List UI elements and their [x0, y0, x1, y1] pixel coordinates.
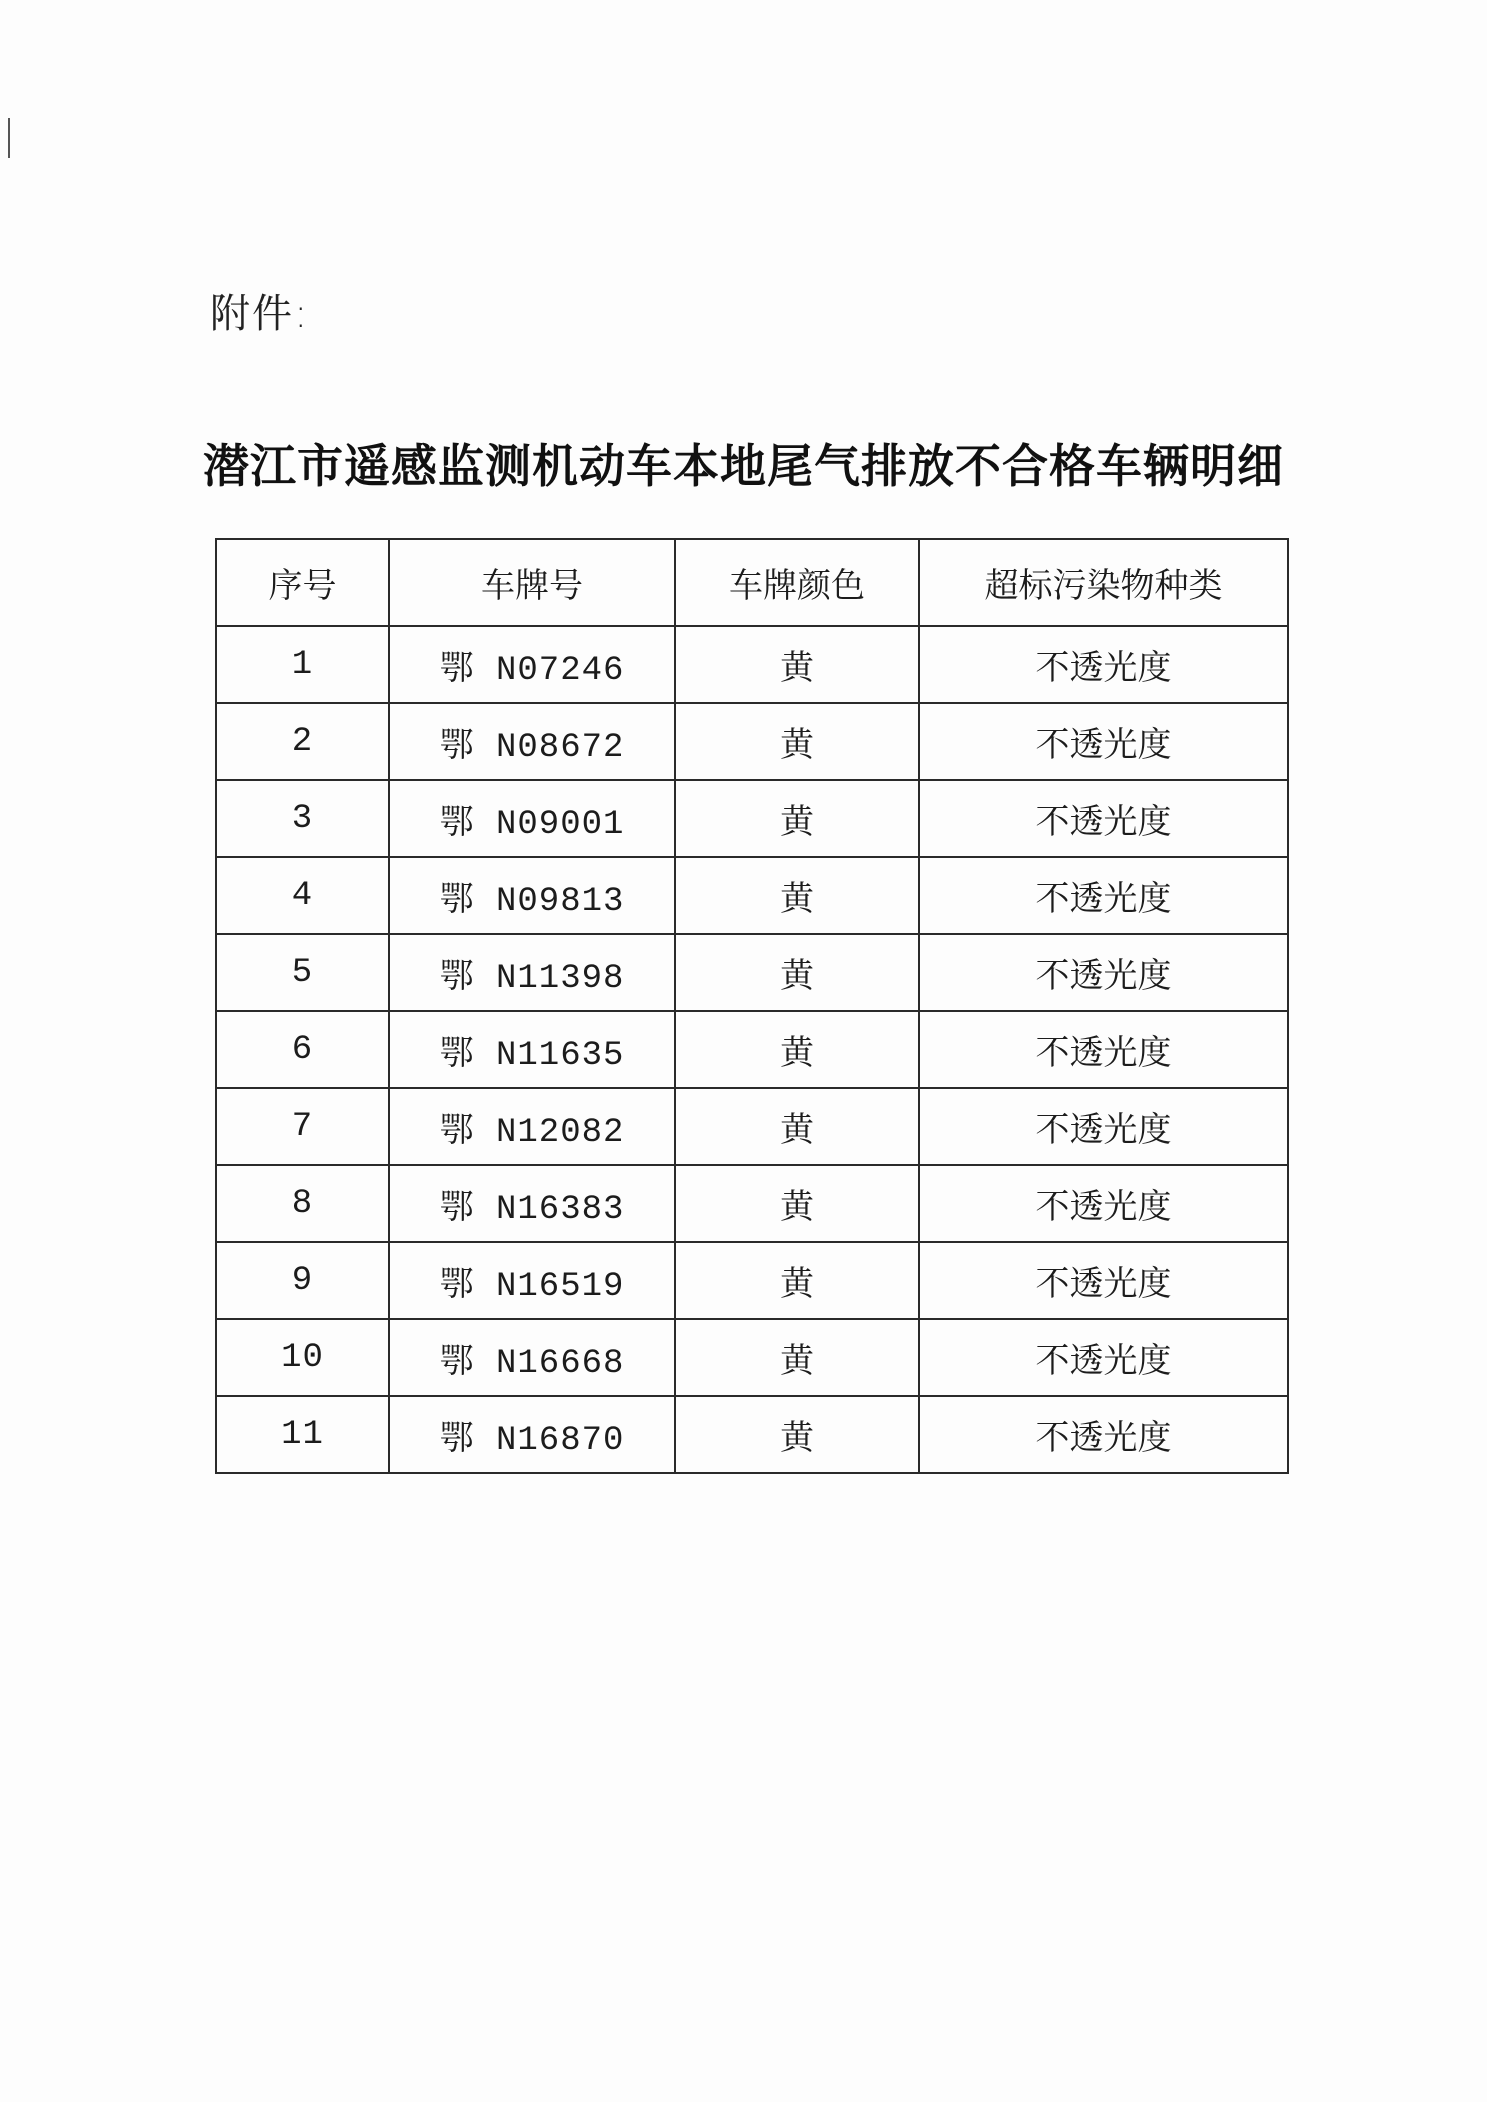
cell-seq: 3: [216, 780, 389, 857]
cell-plate-color: 黄: [675, 857, 919, 934]
cell-plate-color: 黄: [675, 1165, 919, 1242]
cell-seq: 8: [216, 1165, 389, 1242]
cell-seq: 6: [216, 1011, 389, 1088]
cell-plate-number: 鄂 N09813: [389, 857, 675, 934]
cell-plate-color: 黄: [675, 703, 919, 780]
header-plate-number: 车牌号: [389, 539, 675, 626]
cell-plate-color: 黄: [675, 1011, 919, 1088]
cell-plate-number: 鄂 N08672: [389, 703, 675, 780]
cell-plate-color: 黄: [675, 780, 919, 857]
table-row: [216, 1011, 1288, 1088]
cell-pollutant-type: 不透光度: [919, 1242, 1288, 1319]
document-title: 潜江市遥感监测机动车本地尾气排放不合格车辆明细: [203, 439, 1284, 493]
cell-seq: 1: [216, 626, 389, 703]
cell-plate-number: 鄂 N16383: [389, 1165, 675, 1242]
cell-seq: 9: [216, 1242, 389, 1319]
cell-plate-number: 鄂 N11635: [389, 1011, 675, 1088]
cell-pollutant-type: 不透光度: [919, 626, 1288, 703]
table-row: [216, 626, 1288, 703]
table-row: [216, 703, 1288, 780]
cell-plate-color: 黄: [675, 1088, 919, 1165]
cell-plate-number: 鄂 N12082: [389, 1088, 675, 1165]
cell-plate-color: 黄: [675, 1242, 919, 1319]
cell-plate-number: 鄂 N16668: [389, 1319, 675, 1396]
cell-pollutant-type: 不透光度: [919, 780, 1288, 857]
cell-pollutant-type: 不透光度: [919, 1396, 1288, 1473]
cell-pollutant-type: 不透光度: [919, 1011, 1288, 1088]
cell-pollutant-type: 不透光度: [919, 703, 1288, 780]
cell-plate-number: 鄂 N07246: [389, 626, 675, 703]
table-row: [216, 1242, 1288, 1319]
cell-pollutant-type: 不透光度: [919, 857, 1288, 934]
cell-seq: 7: [216, 1088, 389, 1165]
table-header-row: [216, 539, 1288, 626]
cell-plate-number: 鄂 N16870: [389, 1396, 675, 1473]
cell-seq: 4: [216, 857, 389, 934]
vehicle-table: [215, 538, 1289, 1474]
cell-pollutant-type: 不透光度: [919, 1319, 1288, 1396]
cell-plate-number: 鄂 N09001: [389, 780, 675, 857]
cell-plate-color: 黄: [675, 1396, 919, 1473]
table-row: [216, 1319, 1288, 1396]
cell-pollutant-type: 不透光度: [919, 1088, 1288, 1165]
header-seq: 序号: [216, 539, 389, 626]
cell-seq: 11: [216, 1396, 389, 1473]
cell-pollutant-type: 不透光度: [919, 1165, 1288, 1242]
header-pollutant-type: 超标污染物种类: [919, 539, 1288, 626]
cell-plate-color: 黄: [675, 626, 919, 703]
attachment-label: 附件:: [210, 291, 310, 337]
table-row: [216, 1396, 1288, 1473]
table-row: [216, 1088, 1288, 1165]
table-row: [216, 1165, 1288, 1242]
cell-seq: 2: [216, 703, 389, 780]
cell-plate-color: 黄: [675, 1319, 919, 1396]
cell-plate-number: 鄂 N11398: [389, 934, 675, 1011]
cell-seq: 10: [216, 1319, 389, 1396]
table-row: [216, 780, 1288, 857]
cell-pollutant-type: 不透光度: [919, 934, 1288, 1011]
cell-plate-number: 鄂 N16519: [389, 1242, 675, 1319]
cell-seq: 5: [216, 934, 389, 1011]
header-plate-color: 车牌颜色: [675, 539, 919, 626]
scan-artifact-mark: [8, 118, 10, 158]
table-row: [216, 857, 1288, 934]
cell-plate-color: 黄: [675, 934, 919, 1011]
table-row: [216, 934, 1288, 1011]
